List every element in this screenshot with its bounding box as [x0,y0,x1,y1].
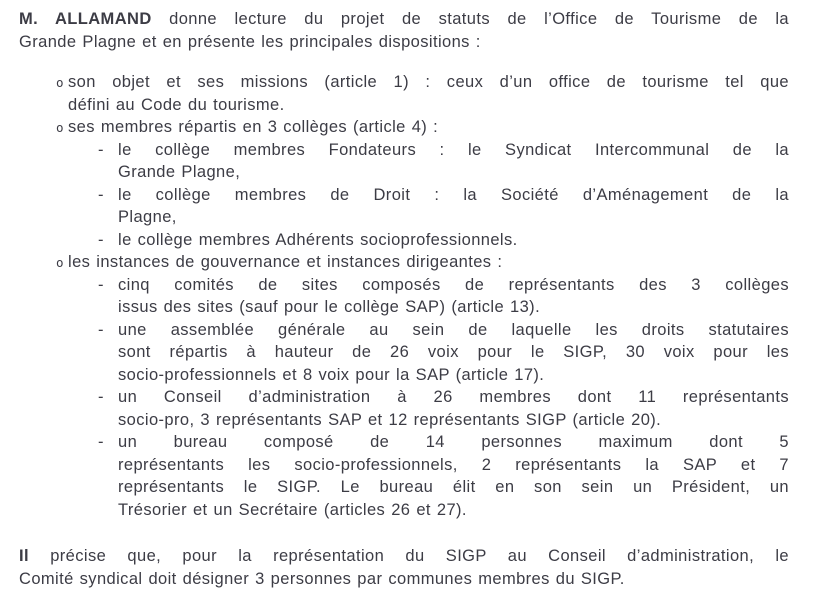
sub-list-item-line: représentants le SIGP. Le bureau élit en son sein un Président, un [118,478,789,496]
list-item-line: les instances de gouvernance et instances dirigeantes : [68,253,503,271]
sub-list-item-conseil [68,386,789,431]
list-item-body [68,251,789,521]
dash-bullet-marker: - [98,140,104,159]
sub-list-item-body [118,274,789,319]
closing-paragraph [19,545,789,590]
speaker-name: M. ALLAMAND [19,10,152,28]
sub-list-item-line: socio-professionnels et 8 voix pour la SAP (article 17). [118,365,545,384]
dash-bullet-marker: - [98,230,104,249]
intro-line-1-text: donne lecture du projet de statuts de l’Office de Tourisme de la [169,10,790,28]
sub-list-item-line: Grande Plagne, [118,163,241,181]
closing-lead: Il [19,547,29,565]
sub-list-item-bureau [68,431,789,521]
sub-list-item-line: cinq comités de sites composés de représentants des 3 collèges [118,275,789,294]
list-item-body [68,71,789,116]
sub-list-item-line: le collège membres de Droit : la Société d’Aménagement de la [118,185,789,204]
sub-list-item-fondateurs [68,139,789,184]
circle-bullet-marker: o [56,255,64,270]
sub-list-item-line: sont répartis à hauteur de 26 voix pour le SIGP, 30 voix pour les [118,343,789,361]
list-item-line: ses membres répartis en 3 collèges (article 4) : [68,118,439,136]
sub-list-item-body [118,386,789,431]
sub-list-item-assemblee [68,319,789,387]
dash-bullet-marker: - [98,320,104,339]
sub-list-item-line: socio-pro, 3 représentants SAP et 12 représentants SIGP (article 20). [118,410,662,429]
list-item-line: son objet et ses missions (article 1) : ceux d’un office de tourisme tel que [68,73,789,91]
intro-paragraph [19,8,789,53]
list-item-body [68,116,789,251]
sub-list-item-line: Plagne, [118,208,177,226]
sub-list-item-line: un bureau composé de 14 personnes maximum dont 5 [118,433,789,451]
circle-bullet-marker: o [56,120,64,135]
list-item-line: défini au Code du tourisme. [68,95,285,114]
circle-bullet-marker: o [56,75,64,90]
dash-bullet-marker: - [98,388,104,406]
sub-list-item-body [118,431,789,521]
closing-line-1 [19,545,789,568]
sub-list-item-line: issus des sites (sauf pour le collège SAP) (article 13). [118,298,541,316]
intro-line-1 [19,8,789,31]
sub-list-item-line: un Conseil d’administration à 26 membres dont 11 représentants [118,388,789,406]
sub-list-item-body [118,229,789,252]
sub-list-item-body [118,139,789,184]
intro-line-2: Grande Plagne et en présente les principales dispositions : [19,32,481,51]
dash-bullet-marker: - [98,275,104,294]
sub-list-item-droit [68,184,789,229]
bullet-list [19,71,789,521]
dash-bullet-marker: - [98,433,104,451]
list-item-membres [19,116,789,251]
sub-list-item-line: le collège membres Fondateurs : le Syndicat Intercommunal de la [118,140,789,159]
sub-list-item-line: le collège membres Adhérents socioprofessionnels. [118,230,518,249]
closing-line-1-text: précise que, pour la représentation du SIGP au Conseil d’administration, le [50,547,789,565]
sub-list-item-body [118,184,789,229]
closing-line-2: Comité syndical doit désigner 3 personnes par communes membres du SIGP. [19,569,625,588]
sub-list-item-line: une assemblée générale au sein de laquelle les droits statutaires [118,320,789,339]
sub-list-item-line: représentants les socio-professionnels, 2 représentants la SAP et 7 [118,455,789,474]
dash-bullet-marker: - [98,185,104,204]
list-item-objet [19,71,789,116]
sub-list-item-body [118,319,789,387]
sub-list-item-comites [68,274,789,319]
sub-list-item-line: Trésorier et un Secrétaire (articles 26 et 27). [118,500,467,519]
sub-list-item-adherents [68,229,789,252]
list-item-instances [19,251,789,521]
